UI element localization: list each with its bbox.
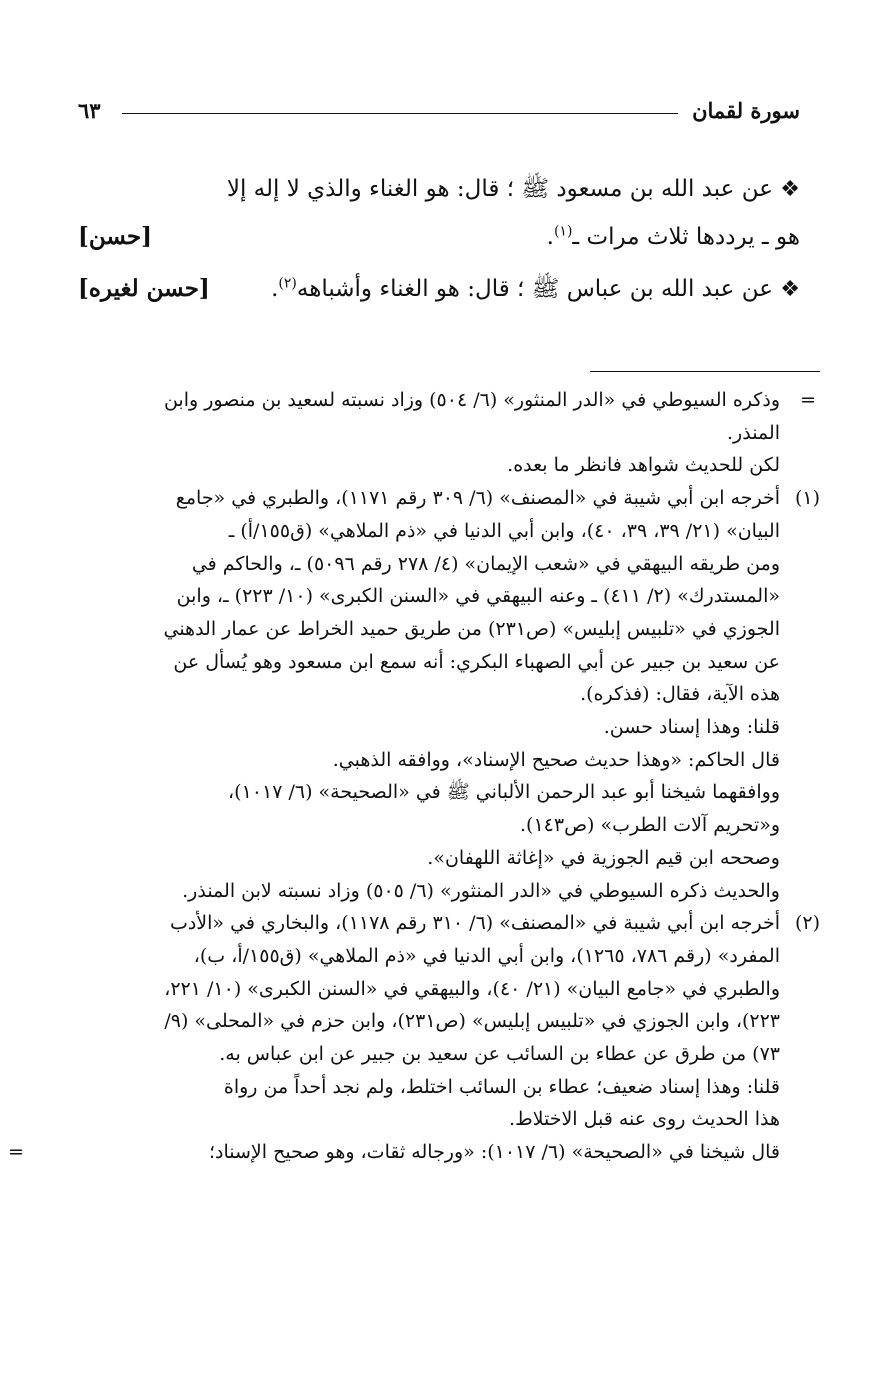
footnote-separator [590,371,820,372]
footnote-1: (١) أخرجه ابن أبي شيبة في «المصنف» (٦/ ٣٠٩ رقم ١١٧١)، والطبري في «جامع البيان» (٢١/ ٣٩، ٣٩، ٤٠)، وابن أبي الدنيا في «ذم الملاهي» (ق١٥٥/أ) ـ ومن طريقه البيهقي في «شعب الإيمان» (٤/ ٢٧٨ رقم ٥٠٩٦) ـ، والحاكم في «المستدرك» (٢/ ٤١١) ـ وعنه البيهقي في «السنن الكبرى» (١٠/ ٢٢٣) ـ، وابن الجوزي في «تلبيس إبليس» (ص٢٣١) من طريق حميد الخراط عن عمار الدهني عن سعيد بن جبير عن أبي الصهباء البكري: أنه سمع ابن مسعود وهو يُسأل عن هذه الآية، فقال: (فذكره). قلنا: وهذا إسناد حسن. قال الحاكم: «وهذا حديث صحيح الإسناد»، ووافقه الذهبي. ووافقهما شيخنا أبو عبد الرحمن الألباني ﷺ في «الصحيحة» (٦/ ١٠١٧)، و«تحريم آلات الطرب» (ص١٤٣). وصححه ابن قيم الجوزية في «إغاثة اللهفان». والحديث ذكره السيوطي في «الدر المنثور» (٦/ ٥٠٥) وزاد نسبته لابن المنذر. [70,482,820,907]
continuation-mark: = [800,389,816,411]
header-rule [122,113,678,114]
footnote-ref: (١) [553,223,573,240]
footnote-number: (٢) [794,912,820,935]
hadith-2-line-1: ❖ عن عبد الله بن عباس ﷺ ؛ قال: هو الغناء وأشباهه$^{(٢)}$. [حسن لغيره] [78,265,800,313]
footnote-continuation: = وذكره السيوطي في «الدر المنثور» (٦/ ٥٠٤) وزاد نسبته لسعيد بن منصور وابن المنذر. لكن للحديث شواهد فانظر ما بعده. [70,384,820,482]
footnote-2: (٢) أخرجه ابن أبي شيبة في «المصنف» (٦/ ٣١٠ رقم ١١٧٨)، والبخاري في «الأدب المفرد» (رقم ٧٨٦، ١٢٦٥)، وابن أبي الدنيا في «ذم الملاهي» (ق١٥٥/أ، ب)، والطبري في «جامع البيان» (٢١/ ٤٠)، والبيهقي في «السنن الكبرى» (١٠/ ٢٢١، ٢٢٣)، وابن الجوزي في «تلبيس إبليس» (ص٢٣١)، وابن حزم في «المحلى» (٩/ ٧٣) من طرق عن عطاء بن السائب عن سعيد بن جبير عن ابن عباس به. قلنا: وهذا إسناد ضعيف؛ عطاء بن السائب اختلط، ولم نجد أحداً من رواة هذا الحديث روى عنه قبل الاختلاط. قال شيخنا في «الصحيحة» (٦/ ١٠١٧): «ورجاله ثقات، وهو صحيح الإسناد؛ = [70,907,820,1169]
footnotes [8,384,820,1169]
page-number: ٦٣ [78,98,101,123]
bullet-icon: ❖ [780,277,800,302]
continuation-mark: = [8,1141,24,1164]
main-text [78,165,800,313]
page-header [78,92,800,132]
hadith-1-line-2: هو ـ يرددها ثلاث مرات ـ$^{(١)}$. [حسن] [78,213,800,261]
footnote-number: (١) [794,487,820,510]
hadith-grade: [حسن] [78,223,153,250]
bullet-icon: ❖ [780,177,800,202]
hadith-1-line-1: ❖ عن عبد الله بن مسعود ﷺ ؛ قال: هو الغناء والذي لا إله إلا [226,176,800,202]
chapter-title: سورة لقمان [692,98,800,123]
hadith-grade: [حسن لغيره] [78,275,210,302]
footnote-ref: (٢) [278,275,297,292]
